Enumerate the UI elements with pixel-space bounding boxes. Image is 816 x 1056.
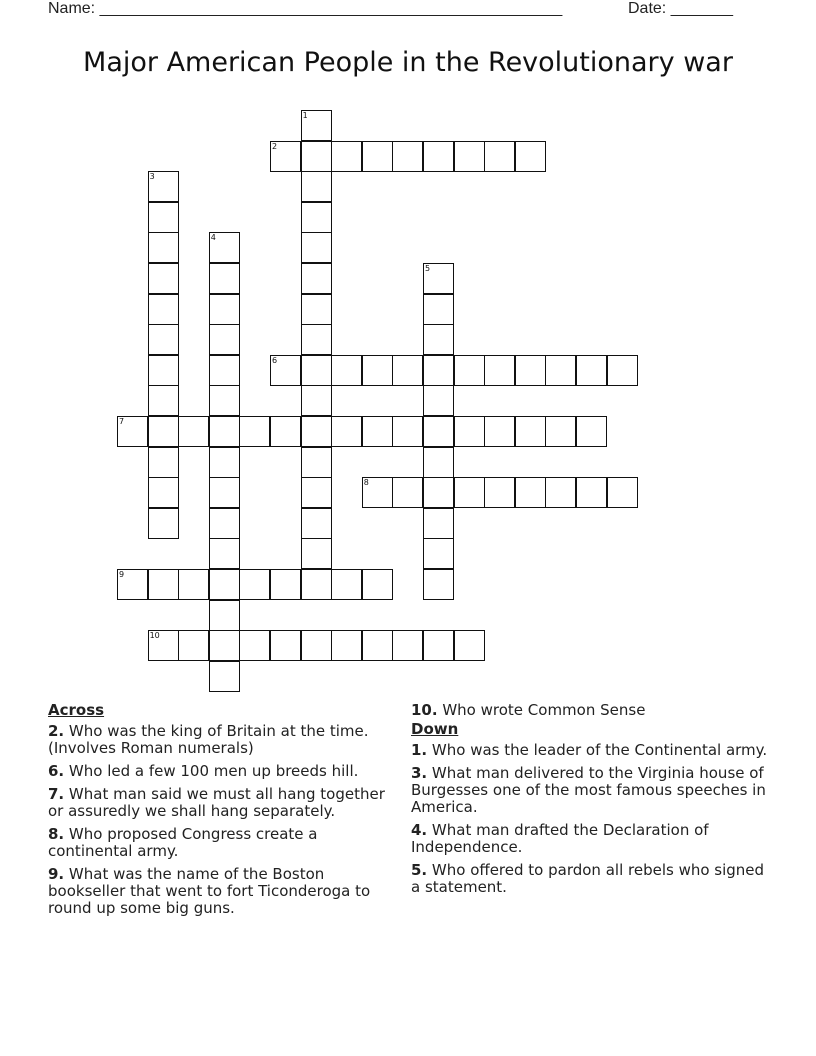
page-title: Major American People in the Revolutionary war bbox=[83, 47, 733, 78]
crossword-cell[interactable] bbox=[209, 538, 240, 569]
crossword-cell[interactable] bbox=[301, 630, 332, 661]
across-clue: 7. What man said we must all hang together or assuredly we shall hang separately. bbox=[48, 785, 385, 820]
clues-left-column bbox=[48, 702, 400, 923]
crossword-cell[interactable] bbox=[454, 355, 485, 386]
crossword-cell[interactable] bbox=[148, 202, 179, 233]
crossword-cell[interactable] bbox=[209, 600, 240, 631]
crossword-cell[interactable] bbox=[148, 569, 179, 600]
crossword-cell[interactable] bbox=[301, 294, 332, 325]
crossword-cell[interactable] bbox=[301, 324, 332, 355]
crossword-cell[interactable] bbox=[148, 477, 179, 508]
crossword-cell[interactable] bbox=[423, 294, 454, 325]
across-heading: Across bbox=[48, 701, 105, 719]
crossword-cell[interactable] bbox=[484, 141, 515, 172]
crossword-cell[interactable] bbox=[209, 569, 240, 600]
crossword-cell[interactable] bbox=[515, 141, 546, 172]
crossword-cell[interactable] bbox=[148, 324, 179, 355]
crossword-cell[interactable] bbox=[178, 569, 209, 600]
date-field-label: Date: _______ bbox=[628, 0, 733, 17]
crossword-cell[interactable] bbox=[270, 569, 301, 600]
crossword-cell[interactable] bbox=[301, 202, 332, 233]
crossword-cell[interactable] bbox=[270, 355, 301, 386]
clue-number: 7 bbox=[119, 417, 125, 426]
clue-number: 10 bbox=[149, 631, 160, 641]
crossword-cell[interactable] bbox=[301, 355, 332, 386]
across-clue: 8. Who proposed Congress create a continental army. bbox=[48, 825, 318, 860]
crossword-cell[interactable] bbox=[423, 508, 454, 539]
crossword-cell[interactable] bbox=[362, 477, 393, 508]
down-clue: 5. Who offered to pardon all rebels who signed a statement. bbox=[411, 861, 765, 896]
crossword-cell[interactable] bbox=[209, 385, 240, 416]
crossword-cell[interactable] bbox=[301, 477, 332, 508]
crossword-cell[interactable] bbox=[239, 416, 270, 447]
crossword-cell[interactable] bbox=[148, 355, 179, 386]
crossword-cell[interactable] bbox=[209, 232, 240, 263]
crossword-cell[interactable] bbox=[454, 630, 485, 661]
crossword-cell[interactable] bbox=[545, 477, 576, 508]
clue-number: 8 bbox=[363, 478, 369, 488]
crossword-cell[interactable] bbox=[484, 355, 515, 386]
crossword-cell[interactable] bbox=[392, 355, 423, 386]
crossword-cell[interactable] bbox=[209, 661, 240, 692]
crossword-cell[interactable] bbox=[239, 630, 270, 661]
crossword-cell[interactable] bbox=[362, 355, 393, 386]
crossword-cell[interactable] bbox=[148, 294, 179, 325]
crossword-cell[interactable] bbox=[148, 232, 179, 263]
crossword-cell[interactable] bbox=[423, 477, 454, 508]
clues-right-column bbox=[411, 702, 771, 902]
crossword-cell[interactable] bbox=[515, 477, 546, 508]
clue-number: 9 bbox=[119, 570, 125, 579]
crossword-cell[interactable] bbox=[331, 416, 362, 447]
across-clue: 9. What was the name of the Boston bookseller that went to fort Ticonderoga to round up some big guns. bbox=[48, 865, 371, 917]
across-clue: 6. Who led a few 100 men up breeds hill. bbox=[48, 762, 359, 780]
clue-number: 4 bbox=[210, 233, 216, 243]
crossword-cell[interactable] bbox=[392, 141, 423, 172]
crossword-cell[interactable] bbox=[484, 416, 515, 447]
crossword-cell[interactable] bbox=[270, 630, 301, 661]
crossword-cell[interactable] bbox=[209, 263, 240, 294]
crossword-cell[interactable] bbox=[576, 355, 607, 386]
crossword-cell[interactable] bbox=[454, 141, 485, 172]
crossword-cell[interactable] bbox=[454, 416, 485, 447]
crossword-cell[interactable] bbox=[148, 508, 179, 539]
crossword-cell[interactable] bbox=[209, 508, 240, 539]
crossword-cell[interactable] bbox=[148, 263, 179, 294]
clue-number: 5 bbox=[425, 264, 431, 273]
crossword-cell[interactable] bbox=[117, 569, 148, 600]
crossword-cell[interactable] bbox=[423, 324, 454, 355]
crossword-cell[interactable] bbox=[209, 355, 240, 386]
crossword-cell[interactable] bbox=[454, 477, 485, 508]
crossword-cell[interactable] bbox=[178, 416, 209, 447]
across-clue: 10. Who wrote Common Sense bbox=[411, 701, 646, 719]
down-clue: 1. Who was the leader of the Continental army. bbox=[411, 741, 768, 759]
crossword-cell[interactable] bbox=[423, 538, 454, 569]
crossword-cell[interactable] bbox=[423, 355, 454, 386]
crossword-cell[interactable] bbox=[301, 416, 332, 447]
crossword-cell[interactable] bbox=[515, 416, 546, 447]
crossword-cell[interactable] bbox=[545, 355, 576, 386]
crossword-cell[interactable] bbox=[423, 141, 454, 172]
crossword-cell[interactable] bbox=[331, 630, 362, 661]
crossword-cell[interactable] bbox=[331, 569, 362, 600]
crossword-cell[interactable] bbox=[301, 171, 332, 202]
crossword-cell[interactable] bbox=[209, 324, 240, 355]
crossword-cell[interactable] bbox=[423, 447, 454, 478]
crossword-cell[interactable] bbox=[362, 630, 393, 661]
crossword-cell[interactable] bbox=[362, 569, 393, 600]
crossword-cell[interactable] bbox=[148, 416, 179, 447]
crossword-cell[interactable] bbox=[301, 110, 332, 141]
clue-number: 1 bbox=[302, 111, 308, 120]
crossword-cell[interactable] bbox=[331, 355, 362, 386]
crossword-cell[interactable] bbox=[362, 141, 393, 172]
crossword-cell[interactable] bbox=[178, 630, 209, 661]
crossword-cell[interactable] bbox=[362, 416, 393, 447]
down-heading: Down bbox=[411, 720, 459, 738]
crossword-cell[interactable] bbox=[607, 477, 638, 508]
crossword-cell[interactable] bbox=[148, 171, 179, 202]
crossword-cell[interactable] bbox=[209, 447, 240, 478]
crossword-cell[interactable] bbox=[607, 355, 638, 386]
crossword-cell[interactable] bbox=[484, 477, 515, 508]
crossword-cell[interactable] bbox=[301, 508, 332, 539]
crossword-cell[interactable] bbox=[117, 416, 148, 447]
crossword-cell[interactable] bbox=[148, 447, 179, 478]
crossword-cell[interactable] bbox=[209, 416, 240, 447]
crossword-cell[interactable] bbox=[270, 416, 301, 447]
crossword-cell[interactable] bbox=[392, 630, 423, 661]
name-field-label: Name: ____________________________________________________ bbox=[48, 0, 563, 17]
crossword-cell[interactable] bbox=[209, 630, 240, 661]
clue-number: 3 bbox=[149, 172, 155, 182]
crossword-cell[interactable] bbox=[576, 416, 607, 447]
crossword-cell[interactable] bbox=[209, 477, 240, 508]
crossword-cell[interactable] bbox=[423, 385, 454, 416]
crossword-cell[interactable] bbox=[331, 141, 362, 172]
crossword-cell[interactable] bbox=[423, 630, 454, 661]
crossword-cell[interactable] bbox=[423, 569, 454, 600]
across-clue: 2. Who was the king of Britain at the time. (Involves Roman numerals) bbox=[48, 722, 369, 757]
crossword-cell[interactable] bbox=[301, 385, 332, 416]
crossword-cell[interactable] bbox=[423, 416, 454, 447]
down-clue: 4. What man drafted the Declaration of Independence. bbox=[411, 821, 709, 856]
crossword-cell[interactable] bbox=[576, 477, 607, 508]
crossword-cell[interactable] bbox=[392, 477, 423, 508]
crossword-cell[interactable] bbox=[148, 630, 179, 661]
crossword-cell[interactable] bbox=[515, 355, 546, 386]
crossword-cell[interactable] bbox=[301, 447, 332, 478]
clue-number: 6 bbox=[272, 355, 278, 365]
crossword-cell[interactable] bbox=[301, 263, 332, 294]
down-clue: 3. What man delivered to the Virginia house of Burgesses one of the most famous speeches in America. bbox=[411, 764, 766, 816]
crossword-cell[interactable] bbox=[545, 416, 576, 447]
crossword-cell[interactable] bbox=[209, 294, 240, 325]
crossword-cell[interactable] bbox=[301, 232, 332, 263]
clue-number: 2 bbox=[272, 141, 278, 151]
crossword-cell[interactable] bbox=[392, 416, 423, 447]
crossword-cell[interactable] bbox=[270, 141, 301, 172]
crossword-cell[interactable] bbox=[423, 263, 454, 294]
crossword-cell[interactable] bbox=[301, 538, 332, 569]
crossword-cell[interactable] bbox=[148, 385, 179, 416]
crossword-cell[interactable] bbox=[239, 569, 270, 600]
crossword-cell[interactable] bbox=[301, 141, 332, 172]
crossword-cell[interactable] bbox=[301, 569, 332, 600]
